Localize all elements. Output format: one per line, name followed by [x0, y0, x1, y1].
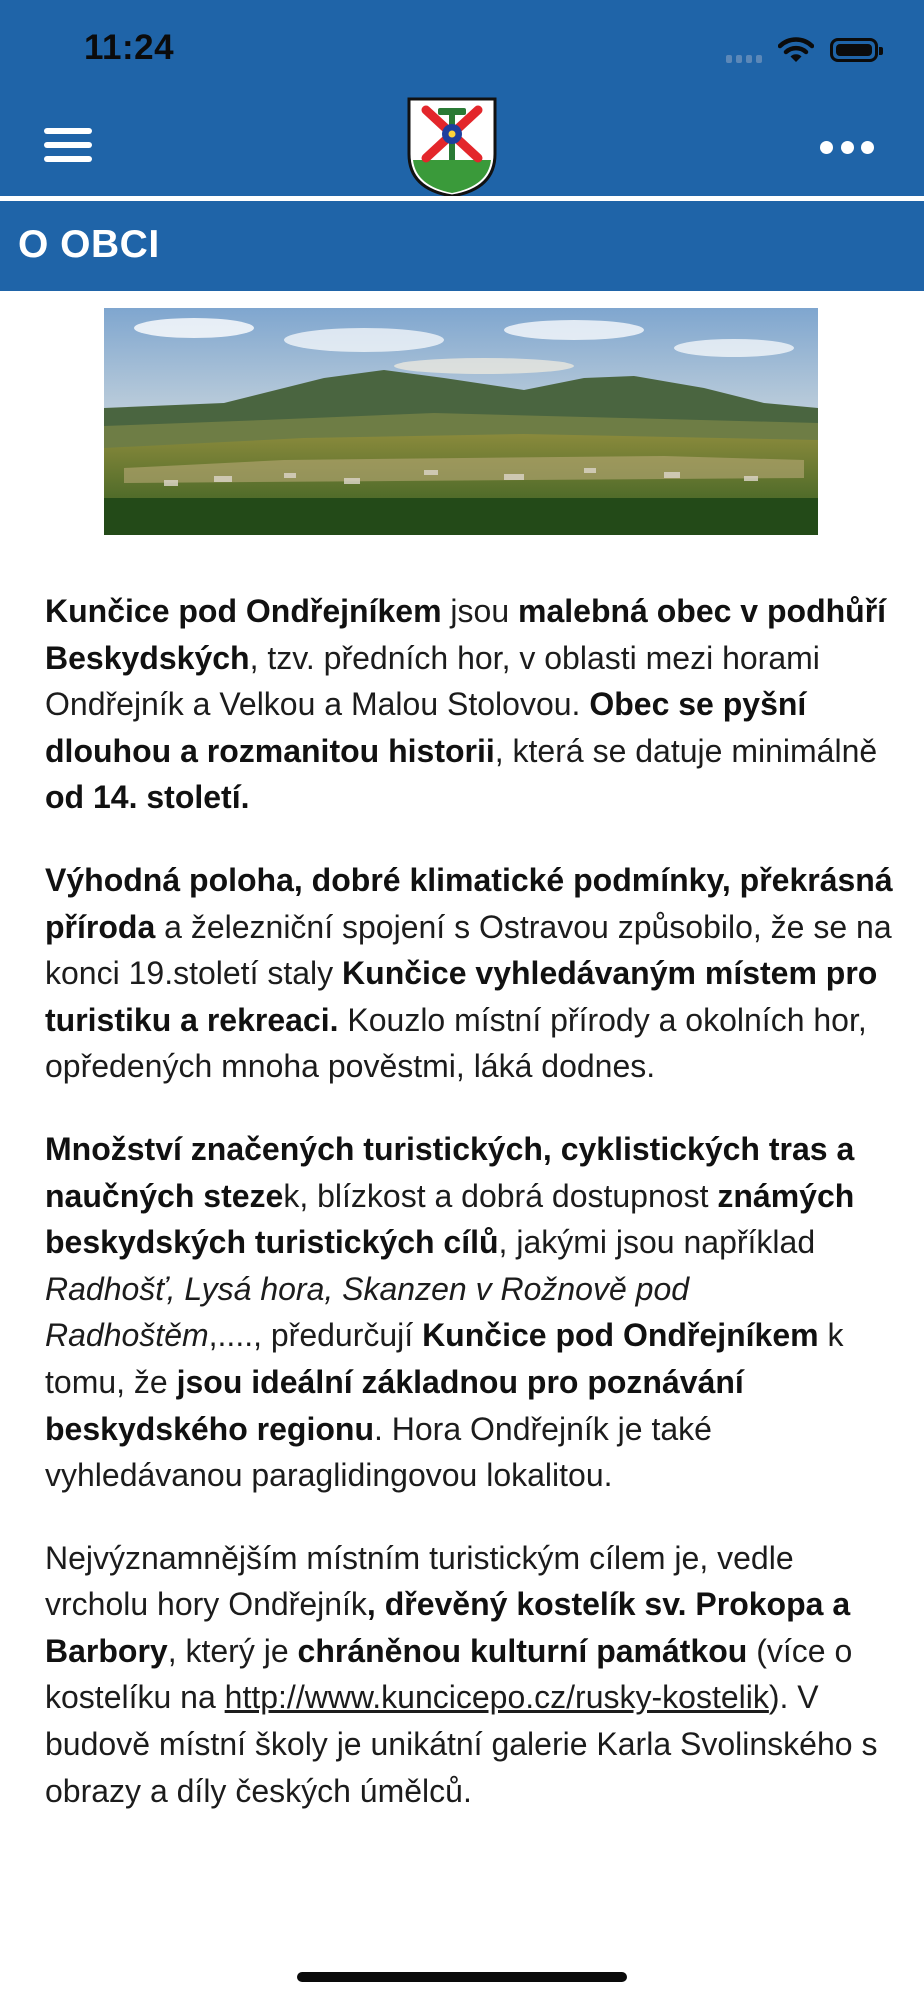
church-link[interactable]: http://www.kuncicepo.cz/rusky-kostelik — [224, 1679, 769, 1716]
text-bold: Kunčice pod Ondřejníkem — [45, 593, 442, 629]
text: , jakými jsou například — [498, 1224, 816, 1261]
text-bold: , dřevěný kostelík sv. Prokopa a Barbory — [45, 1586, 851, 1669]
paragraph-church — [45, 1535, 895, 1815]
status-icons — [726, 30, 878, 70]
text-bold: od 14. století. — [45, 779, 250, 816]
text: (více o kostelíku na — [45, 1632, 853, 1716]
paragraph-tourism — [45, 1126, 895, 1499]
text-bold: Množství značených turistických, cyklistických tras a naučných steze — [45, 1130, 855, 1214]
text: . Hora Ondřejník je také vyhledávanou paraglidingovou lokalitou. — [45, 1410, 712, 1494]
home-indicator[interactable] — [297, 1972, 627, 1982]
text-bold: malebná obec v podhůří Beskydských — [45, 593, 887, 676]
article-content — [45, 588, 895, 1850]
battery-icon — [830, 38, 878, 62]
text-bold: Obec se pyšní dlouhou a rozmanitou historii — [45, 686, 807, 769]
text-bold: Kunčice vyhledávaným místem pro turistiku a rekreaci. — [45, 955, 878, 1038]
text: , která se datuje minimálně — [494, 732, 878, 769]
text: ,...., předurčují — [208, 1317, 423, 1354]
text-italic: Radhošť, Lysá hora, Skanzen v Rožnově pod Radhoštěm — [45, 1270, 690, 1354]
text: k tomu, že — [45, 1317, 844, 1400]
paragraph-intro — [45, 588, 895, 821]
cellular-signal-icon — [726, 37, 762, 63]
text: ). V budově místní školy je unikátní galerie Karla Svolinského s obrazy a díly českých úmělců. — [45, 1679, 878, 1809]
text: a železniční spojení s Ostravou způsobilo, že se na konci 19.století staly — [45, 908, 892, 992]
text-bold: Kunčice pod Ondřejníkem — [422, 1317, 819, 1354]
landscape-photo — [104, 308, 818, 535]
section-header — [0, 201, 924, 291]
text-bold: jsou ideální základnou pro poznávání beskydského regionu — [45, 1363, 744, 1447]
coat-of-arms-logo[interactable] — [406, 96, 498, 198]
text: , který je — [167, 1632, 298, 1669]
text-bold: Výhodná poloha, dobré klimatické podmínky, překrásná příroda — [45, 861, 893, 945]
menu-button[interactable] — [44, 126, 94, 166]
paragraph-location — [45, 857, 895, 1090]
status-time: 11:24 — [84, 28, 175, 67]
text: k, blízkost a dobrá dostupnost — [283, 1177, 718, 1214]
text: jsou — [441, 593, 518, 629]
text: Nejvýznamnějším místním turistickým cílem je, vedle vrcholu hory Ondřejník — [45, 1539, 794, 1623]
app-header — [0, 0, 924, 196]
section-title: O OBCI — [18, 223, 160, 266]
wifi-icon — [778, 36, 814, 64]
more-options-button[interactable] — [820, 138, 874, 156]
text-bold: známých beskydských turistických cílů — [45, 1177, 855, 1261]
text-bold: chráněnou kulturní památkou — [297, 1632, 748, 1669]
text: , tzv. předních hor, v oblasti mezi horami Ondřejník a Velkou a Malou Stolovou. — [45, 639, 820, 723]
more-dots-icon — [820, 141, 833, 154]
text: Kouzlo místní přírody a okolních hor, opředených mnoha pověstmi, láká dodnes. — [45, 1001, 867, 1085]
hamburger-menu-icon — [44, 128, 92, 134]
